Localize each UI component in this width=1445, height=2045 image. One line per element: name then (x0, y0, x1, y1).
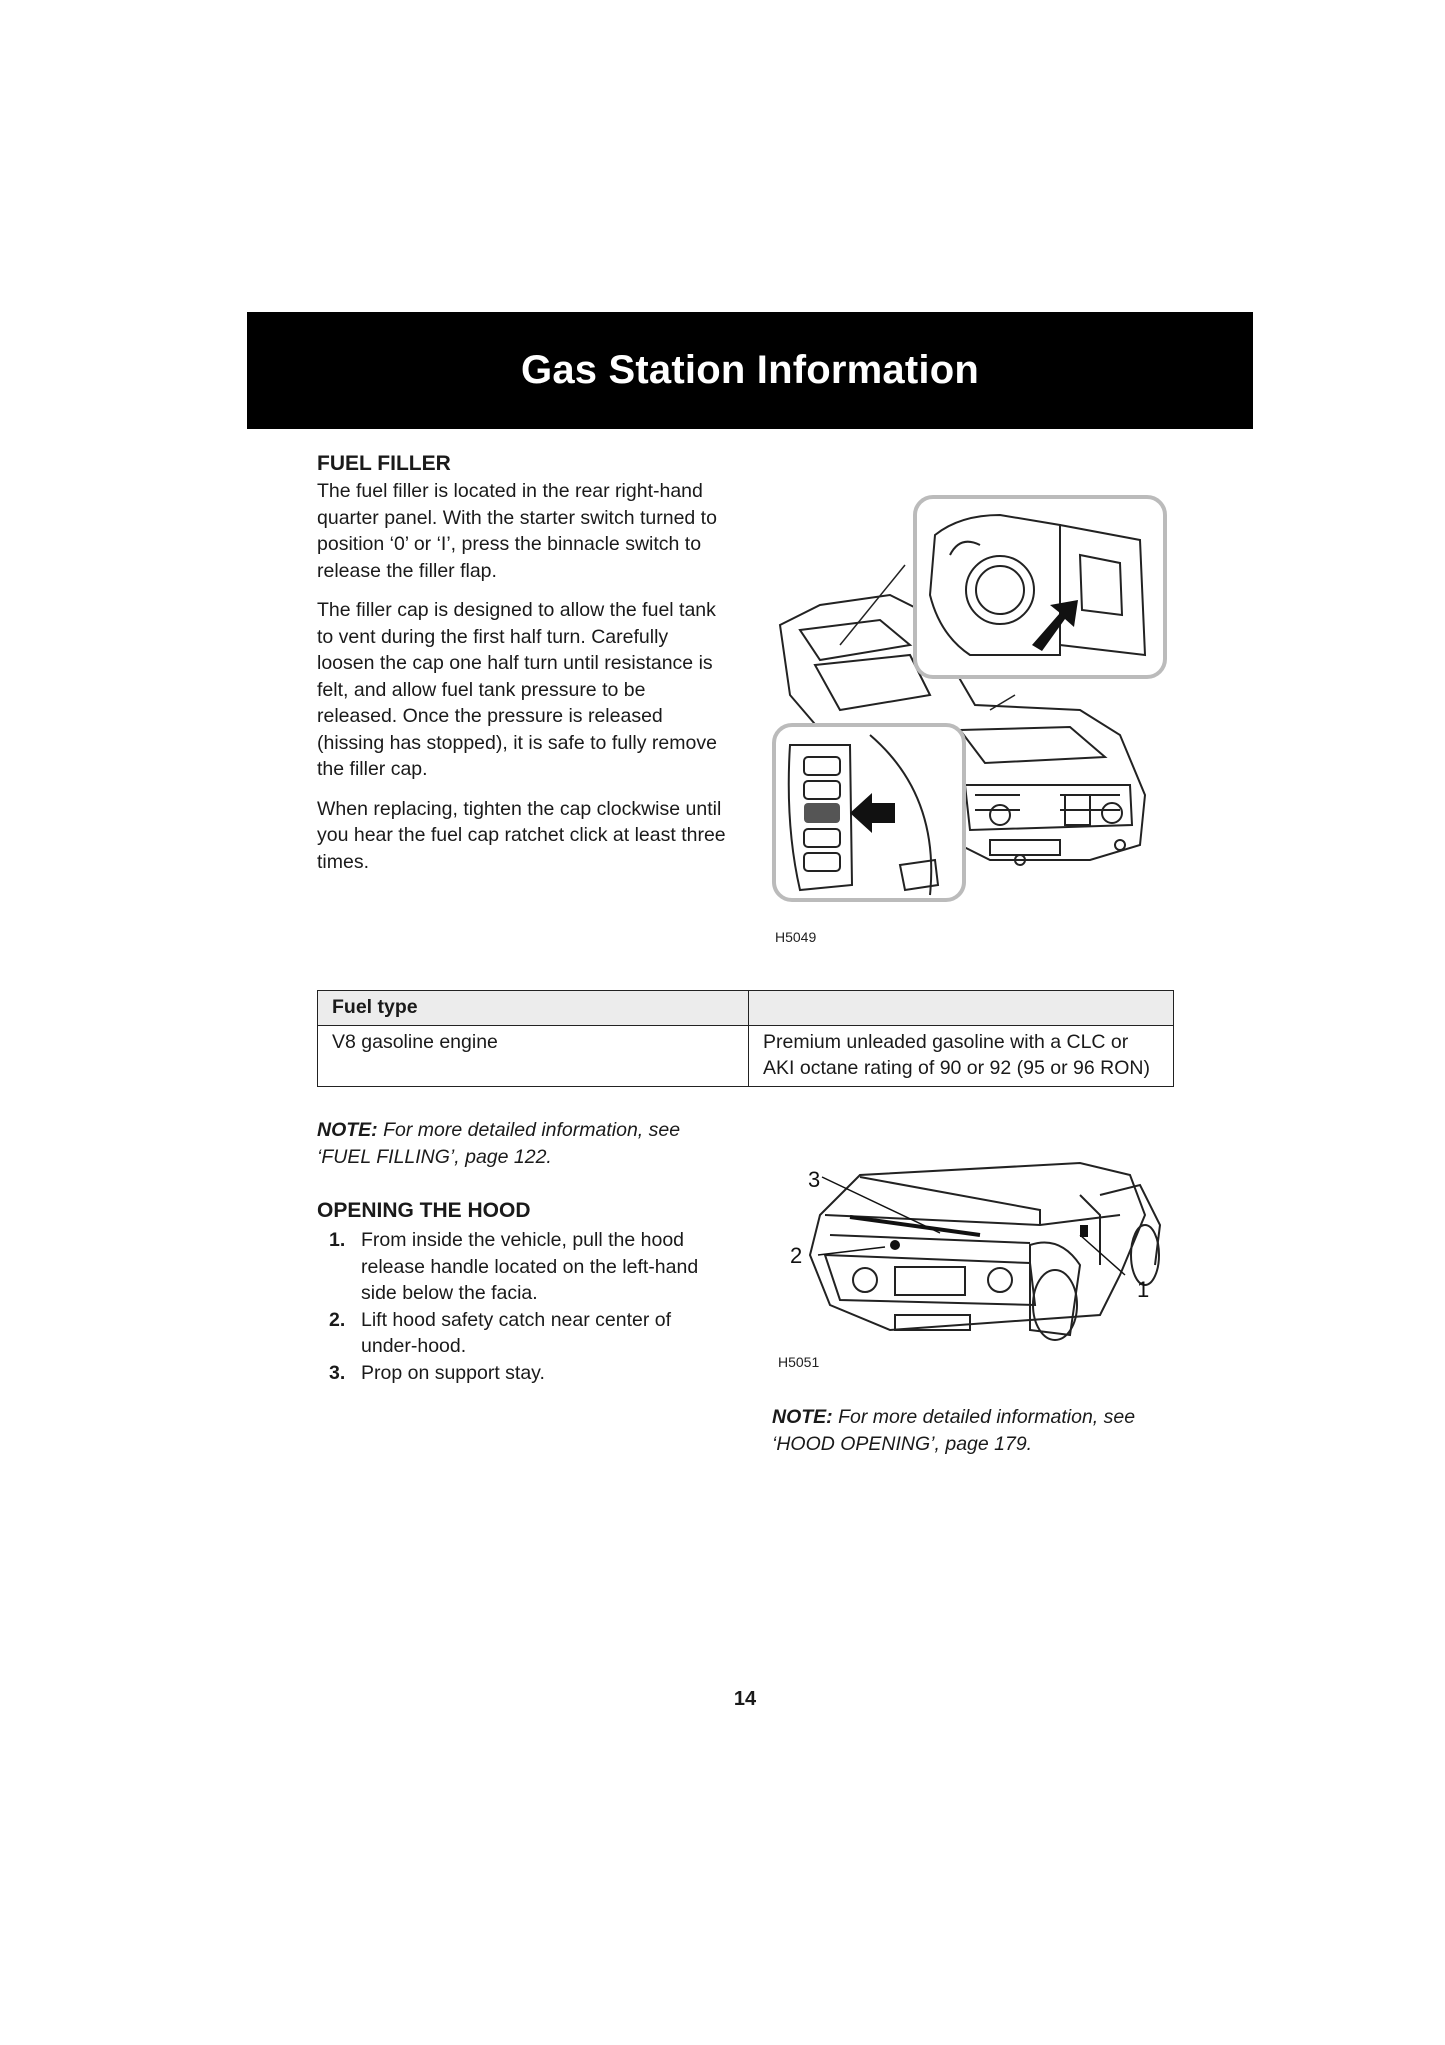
figure-code-h5049: H5049 (775, 929, 817, 945)
note-label: NOTE: (317, 1119, 378, 1141)
page-number: 14 (733, 1688, 757, 1710)
fuel-filler-paragraph-3: When replacing, tighten the cap clockwise until you hear the fuel cap ratchet click at least three times. (317, 797, 726, 873)
step-text: From inside the vehicle, pull the hood release handle located on the left-hand side below the facia. (361, 1229, 699, 1304)
fuel-type-table (317, 990, 1174, 1087)
step-text: Lift hood safety catch near center of under-hood. (361, 1308, 672, 1357)
fuel-filler-paragraph-1: The fuel filler is located in the rear right-hand quarter panel. With the starter switch turned to position ‘0’ or ‘I’, press the binnacle switch to release the filler flap. (317, 480, 717, 582)
step-number: 2. (329, 1308, 346, 1331)
callout-2: 2 (790, 1243, 803, 1268)
note-label: NOTE: (772, 1406, 833, 1428)
note-fuel-filling (317, 1117, 727, 1170)
table-cell-fuel: Premium unleaded gasoline with a CLC or AKI octane rating of 90 or 92 (95 or 96 RON) (749, 1026, 1174, 1087)
step-number: 1. (329, 1229, 346, 1251)
table-header-row (318, 991, 1174, 1026)
table-header-cell (749, 991, 1174, 1026)
table-cell-engine: V8 gasoline engine (318, 1026, 749, 1087)
page-title-banner (247, 312, 1253, 429)
hood-callout-lines (790, 1165, 1140, 1295)
fuel-filler-heading: FUEL FILLER (317, 452, 451, 475)
step-number: 3. (329, 1361, 346, 1384)
list-item (317, 1227, 727, 1307)
opening-hood-heading: OPENING THE HOOD (317, 1199, 531, 1222)
callout-3: 3 (808, 1167, 821, 1192)
opening-hood-section (317, 1197, 727, 1386)
note-text: For more detailed information, see ‘FUEL FILLING’, page 122. (317, 1119, 681, 1168)
step-text: Prop on support stay. (361, 1361, 545, 1384)
table-row (318, 1026, 1174, 1087)
page-title: Gas Station Information (521, 348, 979, 392)
list-item (317, 1307, 727, 1360)
callout-1: 1 (1137, 1277, 1150, 1302)
figure-code-h5051: H5051 (778, 1354, 820, 1370)
note-text: For more detailed information, see ‘HOOD OPENING’, page 179. (772, 1406, 1136, 1455)
table-header-cell: Fuel type (318, 991, 749, 1026)
list-item (317, 1360, 727, 1387)
fuel-filler-paragraph-2: The filler cap is designed to allow the fuel tank to vent during the first half turn. Carefully loosen the cap one half turn until resistance is felt, and allow fuel tank pressure to be released. Once the pressure is released (hissing has stopped), it is safe to fully remove the filler cap. (317, 599, 717, 780)
note-hood-opening (772, 1404, 1192, 1457)
fuel-filler-section (317, 450, 727, 888)
fuel-filler-illustration (760, 495, 1180, 925)
hood-steps-list (317, 1227, 727, 1386)
